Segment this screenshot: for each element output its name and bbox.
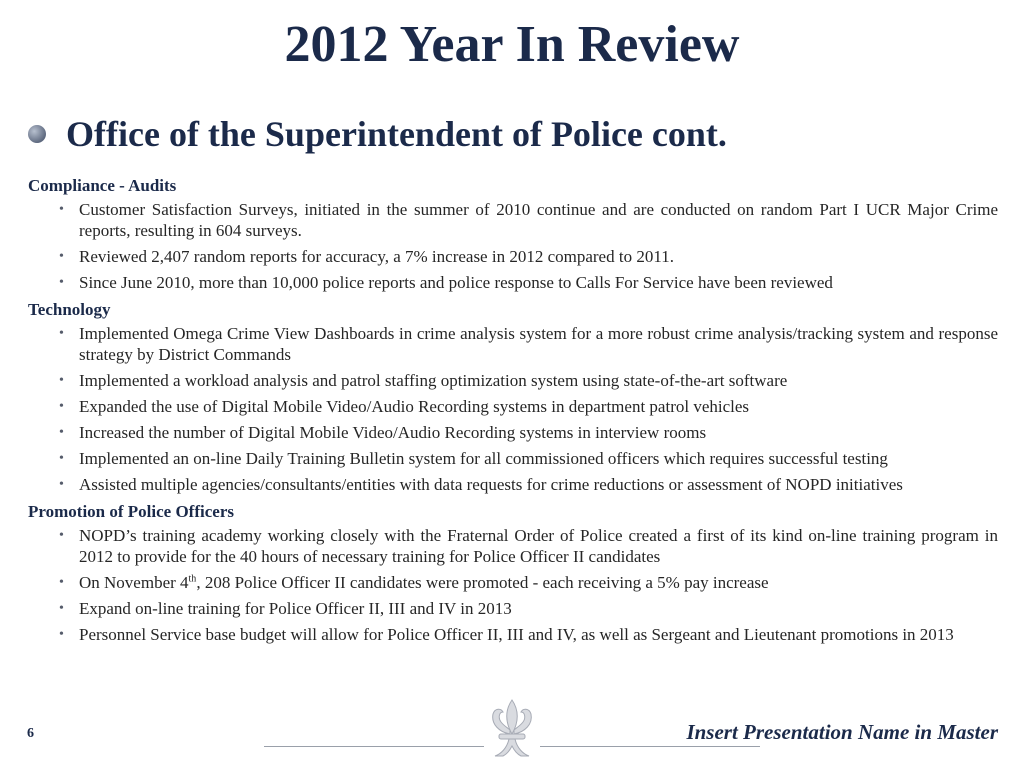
list-item: • Personnel Service base budget will allow for Police Officer II, III and IV, as well as Sergeant and Lieutenant promotions in 2013 — [28, 624, 998, 645]
list-item-text: , 208 Police Officer II candidates were promoted - each receiving a 5% pay increase — [196, 573, 769, 592]
page-number: 6 — [27, 726, 34, 741]
list-item: • Customer Satisfaction Surveys, initiated in the summer of 2010 continue and are conducted on random Part I UCR Major Crime reports, resulting in 604 surveys. — [28, 199, 998, 241]
group-title: Promotion of Police Officers — [28, 502, 234, 521]
section-heading-row — [28, 112, 727, 156]
fleur-de-lis-icon — [481, 696, 543, 762]
list-item: • Since June 2010, more than 10,000 police reports and police response to Calls For Service have been reviewed — [28, 272, 998, 293]
circle-bullet-icon — [28, 125, 46, 143]
list-item-text: On November 4 — [79, 573, 189, 592]
list-item: • Reviewed 2,407 random reports for accuracy, a 7% increase in 2012 compared to 2011. — [28, 246, 998, 267]
list-item — [28, 572, 998, 593]
list-item: • Expanded the use of Digital Mobile Video/Audio Recording systems in department patrol vehicles — [28, 396, 998, 417]
list-item: • Implemented a workload analysis and patrol staffing optimization system using state-of-the-art software — [28, 370, 998, 391]
section-heading: Office of the Superintendent of Police cont. — [66, 114, 727, 154]
slide-body — [28, 174, 998, 650]
bullet-list — [28, 323, 998, 495]
group-title: Compliance - Audits — [28, 176, 177, 195]
list-item: • Assisted multiple agencies/consultants/entities with data requests for crime reductions or assessment of NOPD initiatives — [28, 474, 998, 495]
slide-title: 2012 Year In Review — [284, 16, 740, 73]
list-item: • Implemented an on-line Daily Training Bulletin system for all commissioned officers which requires successful testing — [28, 448, 998, 469]
list-item: • Expand on-line training for Police Officer II, III and IV in 2013 — [28, 598, 998, 619]
bullet-list — [28, 199, 998, 293]
footer-divider-left — [264, 746, 484, 747]
list-item: • NOPD’s training academy working closely with the Fraternal Order of Police created a first of its kind on-line training program in 2012 to provide for the 40 hours of necessary training for Police Officer II candidates — [28, 525, 998, 567]
ordinal-suffix: th — [188, 573, 197, 585]
list-item: • Increased the number of Digital Mobile Video/Audio Recording systems in interview rooms — [28, 422, 998, 443]
presentation-name: Insert Presentation Name in Master — [686, 720, 998, 744]
bullet-list — [28, 525, 998, 645]
group-title: Technology — [28, 300, 111, 319]
list-item: • Implemented Omega Crime View Dashboards in crime analysis system for a more robust crime analysis/tracking system and response strategy by District Commands — [28, 323, 998, 365]
footer-divider-right — [540, 746, 760, 747]
